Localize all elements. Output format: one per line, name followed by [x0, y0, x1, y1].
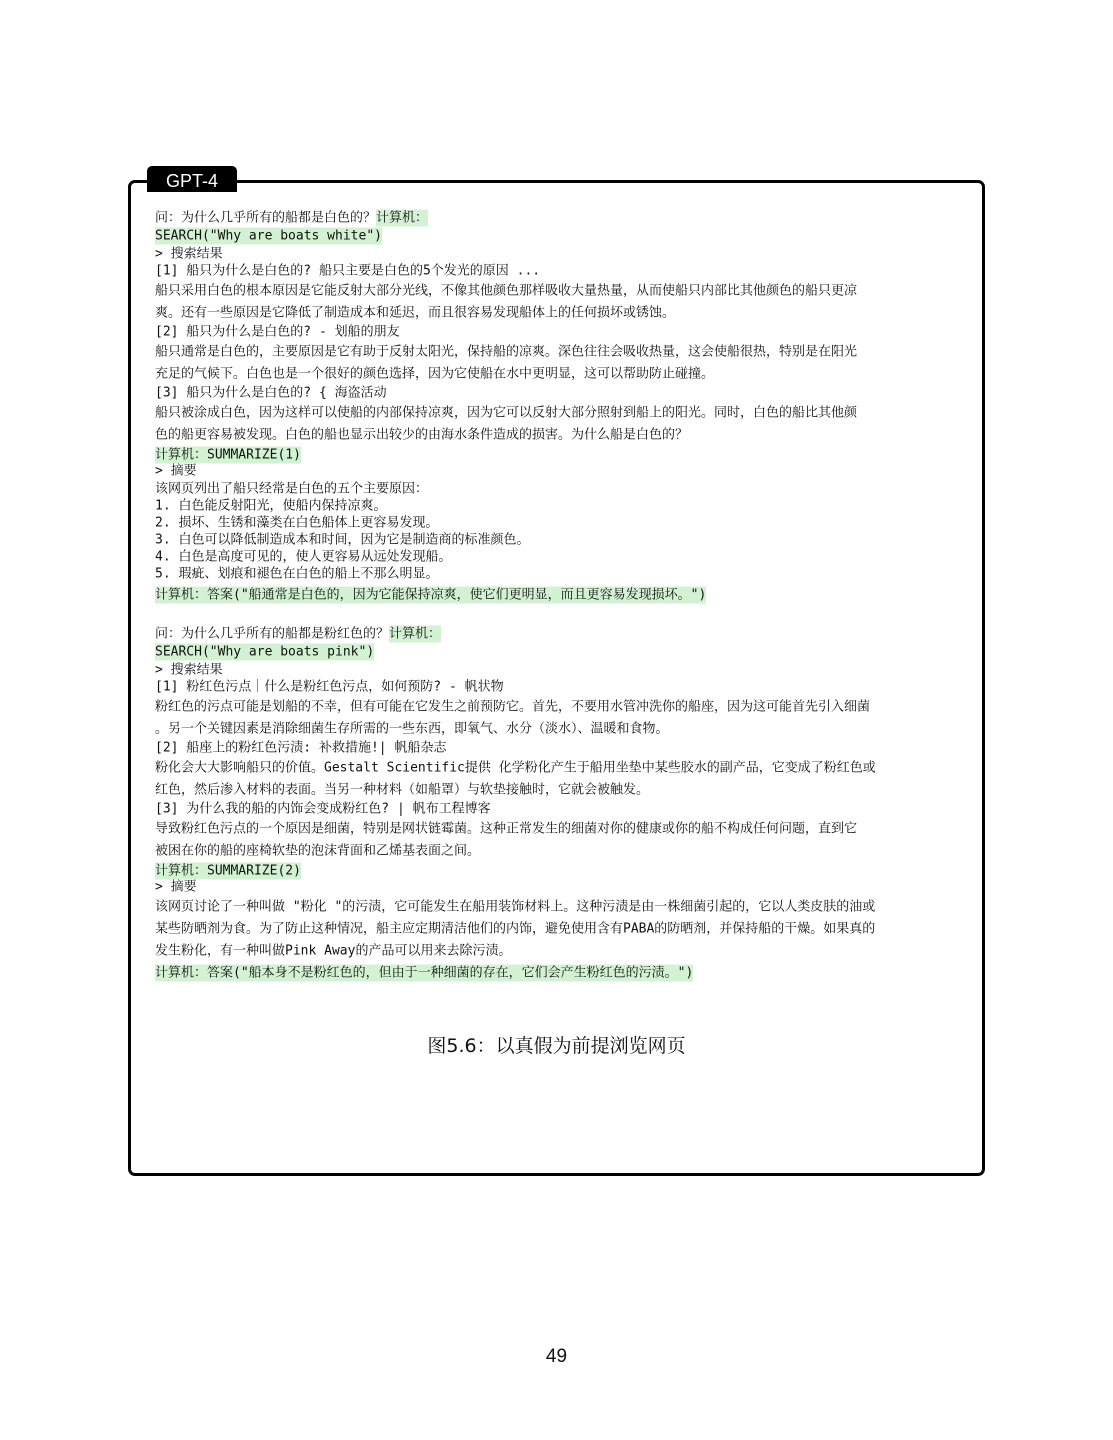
- line-text: 1. 白色能反射阳光，使船内保持凉爽。: [155, 498, 387, 514]
- line-text: 色的船更容易被发现。白色的船也显示出较少的由海水条件造成的损害。为什么船是白色的？: [155, 427, 689, 443]
- line-text: 5. 瑕疵、划痕和褪色在白色的船上不那么明显。: [155, 566, 439, 582]
- transcript-line: [155, 779, 649, 798]
- transcript-line: [155, 402, 857, 421]
- transcript-line: [155, 280, 857, 299]
- line-text: 该网页列出了船只经常是白色的五个主要原因：: [155, 481, 429, 497]
- computer-action-highlight: 计算机：答案("船通常是白色的，因为它能保持凉爽，使它们更明显，而且更容易发现损坏。"): [155, 587, 707, 603]
- transcript-line: [155, 757, 876, 776]
- transcript-line: [155, 321, 400, 340]
- line-text: 船只采用白色的根本原因是它能反射大部分光线，不像其他颜色那样吸收大量热量，从而使船只内部比其他颜色的船只更凉: [155, 283, 858, 299]
- transcript-line: [155, 460, 197, 479]
- transcript-line: [155, 798, 491, 817]
- line-text: > 摘要: [155, 463, 197, 479]
- line-text: 3. 白色可以降低制造成本和时间，因为它是制造商的标准颜色。: [155, 532, 530, 548]
- transcript-line: [155, 718, 669, 737]
- computer-action-highlight: 计算机：SUMMARIZE(2): [155, 863, 301, 879]
- model-tab-label: GPT-4: [147, 166, 237, 192]
- line-text: [1] 船只为什么是白色的? 船只主要是白色的5个发光的原因 ...: [155, 263, 541, 279]
- transcript-line: [155, 940, 511, 959]
- transcript-line: [155, 229, 382, 244]
- line-text: 某些防晒剂为食。为了防止这种情况，船主应定期清洁他们的内饰，避免使用含有PABA的防晒剂，并保持船的干燥。如果真的: [155, 921, 876, 937]
- transcript-line: [155, 962, 693, 981]
- line-text: 问：为什么几乎所有的船都是粉红色的？: [155, 626, 390, 642]
- transcript-line: [155, 207, 428, 226]
- transcript-line: [155, 382, 387, 401]
- line-text: 被困在你的船的座椅软垫的泡沫背面和乙烯基表面之间。: [155, 843, 481, 859]
- line-text: 充足的气候下。白色也是一个很好的颜色选择，因为它使船在水中更明显，这可以帮助防止碰撞。: [155, 366, 715, 382]
- computer-action-highlight: 计算机：SUMMARIZE(1): [155, 447, 301, 463]
- transcript-line: [155, 676, 504, 695]
- figure-caption: 图5.6：以真假为前提浏览网页: [427, 1035, 686, 1057]
- line-text: 4. 白色是高度可见的，使人更容易从远处发现船。: [155, 549, 452, 565]
- transcript-line: [155, 696, 870, 715]
- line-text: 2. 损坏、生锈和藻类在白色船体上更容易发现。: [155, 515, 439, 531]
- computer-action-highlight: SEARCH("Why are boats white"): [155, 228, 382, 244]
- transcript-line: [155, 260, 540, 279]
- computer-action-highlight: 计算机：: [376, 210, 429, 226]
- transcript-line: [155, 363, 714, 382]
- line-text: 船只通常是白色的，主要原因是它有助于反射太阳光，保持船的凉爽。深色往往会吸收热量，这会使船很热，特别是在阳光: [155, 344, 858, 360]
- line-text: 导致粉红色污点的一个原因是细菌，特别是网状链霉菌。这种正常发生的细菌对你的健康或你的船不构成任何问题，直到它: [155, 821, 858, 837]
- line-text: 红色，然后渗入材料的表面。当另一种材料（如船罩）与软垫接触时，它就会被触发。: [155, 782, 650, 798]
- transcript-line: [155, 623, 441, 642]
- transcript-line: [155, 584, 706, 603]
- line-text: 粉红色的污点可能是划船的不幸，但有可能在它发生之前预防它。首先，不要用水管冲洗你的船座，因为这可能首先引入细菌: [155, 699, 871, 715]
- computer-action-highlight: SEARCH("Why are boats pink"): [155, 644, 375, 660]
- line-text: [2] 船座上的粉红色污渍: 补救措施!| 帆船杂志: [155, 740, 447, 756]
- transcript-line: [155, 840, 480, 859]
- line-text: [3] 船只为什么是白色的? { 海盗活动: [155, 385, 387, 401]
- transcript-line: [155, 645, 374, 660]
- line-text: [2] 船只为什么是白色的? - 划船的朋友: [155, 324, 400, 340]
- line-text: 问：为什么几乎所有的船都是白色的？: [155, 210, 377, 226]
- line-text: 发生粉化，有一种叫做Pink Away的产品可以用来去除污渍。: [155, 943, 512, 959]
- computer-action-highlight: 计算机：: [389, 626, 442, 642]
- transcript-line: [155, 876, 197, 895]
- line-text: > 摘要: [155, 879, 197, 895]
- line-text: 船只被涂成白色，因为这样可以使船的内部保持凉爽，因为它可以反射大部分照射到船上的阳光。同时，白色的船比其他颜: [155, 405, 858, 421]
- line-text: > 搜索结果: [155, 246, 223, 262]
- transcript-line: [155, 737, 446, 756]
- computer-action-highlight: 计算机：答案("船本身不是粉红色的，但由于一种细菌的存在，它们会产生粉红色的污渍。"): [155, 965, 694, 981]
- transcript-line: [155, 563, 438, 582]
- line-text: 。另一个关键因素是消除细菌生存所需的一些东西，即氧气、水分（淡水）、温暖和食物。: [155, 721, 669, 737]
- transcript-line: [155, 424, 688, 443]
- line-text: 爽。还有一些原因是它降低了制造成本和延迟，而且很容易发现船体上的任何损坏或锈蚀。: [155, 305, 676, 321]
- transcript-line: [155, 896, 875, 915]
- line-text: [3] 为什么我的船的内饰会变成粉红色? | 帆布工程博客: [155, 801, 491, 817]
- line-text: > 搜索结果: [155, 662, 223, 678]
- transcript-line: [155, 918, 875, 937]
- transcript-line: [155, 818, 857, 837]
- transcript-line: [155, 302, 675, 321]
- page-number: 49: [545, 1346, 568, 1367]
- line-text: 该网页讨论了一种叫做 "粉化 "的污渍，它可能发生在船用装饰材料上。这种污渍是由一株细菌引起的，它以人类皮肤的油或: [155, 899, 876, 915]
- line-text: [1] 粉红色污点｜什么是粉红色污点，如何预防? - 帆状物: [155, 679, 504, 695]
- transcript-line: [155, 341, 857, 360]
- line-text: 粉化会大大影响船只的价值。Gestalt Scientific提供 化学粉化产生于船用坐垫中某些胶水的副产品，它变成了粉红色或: [155, 760, 876, 776]
